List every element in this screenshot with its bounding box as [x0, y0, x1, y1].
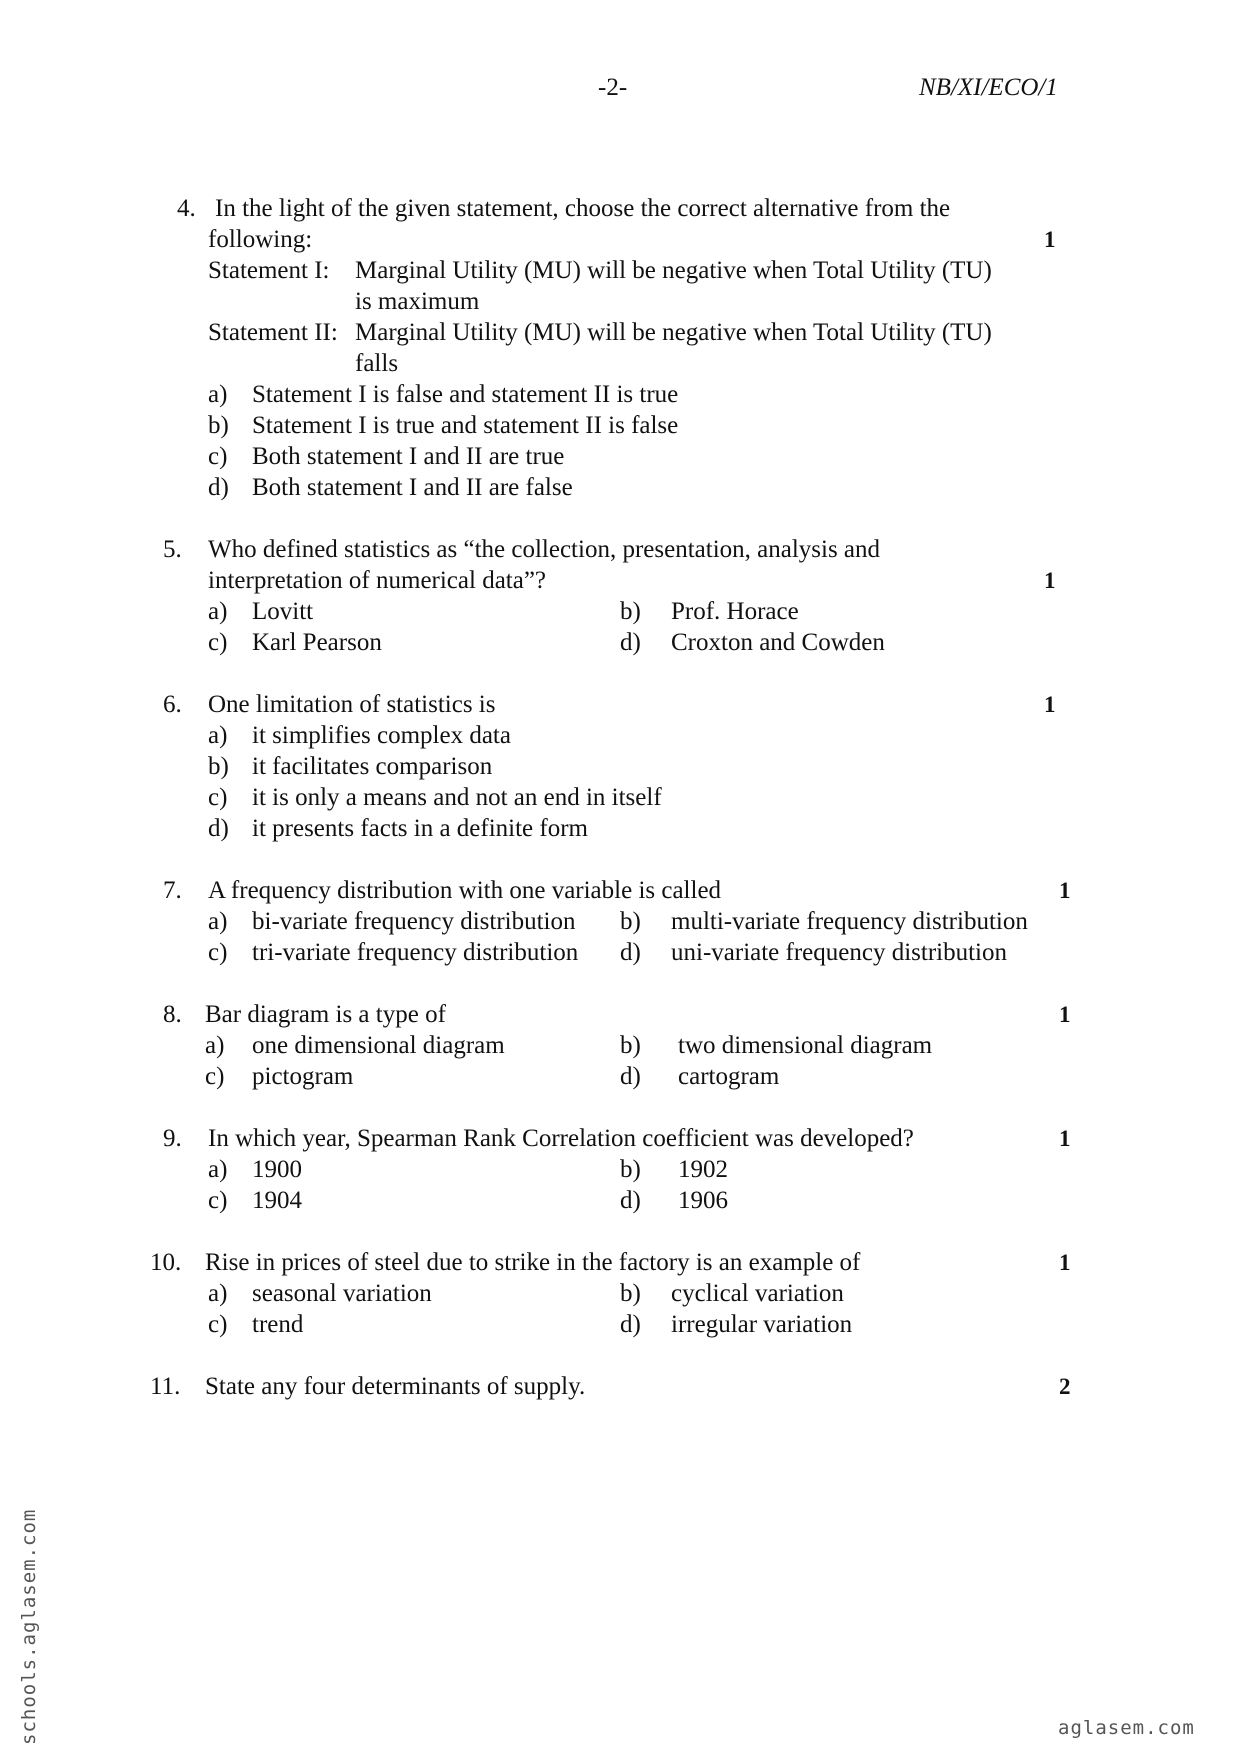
- question-text: State any four determinants of supply.: [205, 1373, 586, 1400]
- option-text: seasonal variation: [252, 1280, 432, 1307]
- corner-watermark: aglasem.com: [1058, 1717, 1195, 1739]
- option-label: d): [208, 815, 229, 842]
- question-text: In the light of the given statement, choose the correct alternative from the: [215, 195, 951, 222]
- question-text: Bar diagram is a type of: [205, 1001, 446, 1028]
- statement-text: Marginal Utility (MU) will be negative when Total Utility (TU): [355, 319, 992, 346]
- option-label: c): [208, 1187, 228, 1214]
- statement-text: is maximum: [355, 288, 480, 315]
- option-text: Statement I is true and statement II is false: [252, 412, 679, 439]
- option-label: a): [205, 1032, 225, 1059]
- question-number: 5.: [163, 536, 182, 563]
- question-text: One limitation of statistics is: [208, 691, 496, 718]
- question-number: 4.: [177, 195, 196, 222]
- statement-text: Marginal Utility (MU) will be negative when Total Utility (TU): [355, 257, 992, 284]
- option-text: Karl Pearson: [252, 629, 382, 656]
- statement-text: falls: [355, 350, 399, 377]
- option-label: a): [208, 598, 228, 625]
- question-number: 7.: [163, 877, 182, 904]
- marks: 1: [1059, 1002, 1071, 1027]
- question-text: following:: [208, 226, 313, 253]
- marks: 1: [1044, 568, 1056, 593]
- question-number: 8.: [163, 1001, 182, 1028]
- option-text: 1900: [252, 1156, 302, 1183]
- option-text: Both statement I and II are true: [252, 443, 565, 470]
- question-text: Rise in prices of steel due to strike in the factory is an example of: [205, 1249, 861, 1276]
- question-text: interpretation of numerical data”?: [208, 567, 547, 594]
- option-label: c): [208, 784, 228, 811]
- option-text: trend: [252, 1311, 304, 1338]
- side-watermark: schools.aglasem.com: [18, 1508, 40, 1745]
- option-text: multi-variate frequency distribution: [671, 908, 1028, 935]
- option-text: Statement I is false and statement II is true: [252, 381, 679, 408]
- option-label: a): [208, 1280, 228, 1307]
- option-text: it presents facts in a definite form: [252, 815, 588, 842]
- marks: 1: [1059, 1126, 1071, 1151]
- paper-code: NB/XI/ECO/1: [919, 74, 1058, 101]
- option-label: d): [620, 1063, 641, 1090]
- option-text: uni-variate frequency distribution: [671, 939, 1007, 966]
- statement-label: Statement I:: [208, 257, 330, 284]
- option-label: d): [620, 1187, 641, 1214]
- option-text: 1906: [678, 1187, 728, 1214]
- question-text: In which year, Spearman Rank Correlation coefficient was developed?: [208, 1125, 914, 1152]
- statement-label: Statement II:: [208, 319, 338, 346]
- marks: 1: [1044, 227, 1056, 252]
- marks: 2: [1059, 1374, 1071, 1399]
- option-label: b): [620, 1280, 641, 1307]
- option-text: Both statement I and II are false: [252, 474, 573, 501]
- option-label: c): [208, 1311, 228, 1338]
- option-text: Croxton and Cowden: [671, 629, 885, 656]
- question-number: 6.: [163, 691, 182, 718]
- option-text: Prof. Horace: [671, 598, 799, 625]
- question-text: Who defined statistics as “the collection, presentation, analysis and: [208, 536, 881, 563]
- option-label: d): [620, 1311, 641, 1338]
- option-text: 1902: [678, 1156, 728, 1183]
- page-number: -2-: [598, 74, 628, 101]
- option-label: a): [208, 1156, 228, 1183]
- option-text: it is only a means and not an end in itself: [252, 784, 662, 811]
- option-text: pictogram: [252, 1063, 354, 1090]
- option-text: tri-variate frequency distribution: [252, 939, 579, 966]
- marks: 1: [1044, 692, 1056, 717]
- option-text: Lovitt: [252, 598, 314, 625]
- option-label: a): [208, 908, 228, 935]
- option-label: b): [208, 753, 229, 780]
- option-text: 1904: [252, 1187, 302, 1214]
- option-text: it simplifies complex data: [252, 722, 511, 749]
- option-text: one dimensional diagram: [252, 1032, 505, 1059]
- option-text: it facilitates comparison: [252, 753, 493, 780]
- marks: 1: [1059, 1250, 1071, 1275]
- option-label: a): [208, 722, 228, 749]
- option-text: two dimensional diagram: [678, 1032, 933, 1059]
- question-number: 11.: [150, 1373, 181, 1400]
- option-label: c): [208, 629, 228, 656]
- question-text: A frequency distribution with one variable is called: [208, 877, 722, 904]
- option-label: d): [620, 629, 641, 656]
- marks: 1: [1059, 878, 1071, 903]
- option-label: d): [620, 939, 641, 966]
- option-label: c): [205, 1063, 225, 1090]
- option-label: b): [620, 1032, 641, 1059]
- option-label: a): [208, 381, 228, 408]
- option-text: cyclical variation: [671, 1280, 844, 1307]
- option-label: b): [208, 412, 229, 439]
- option-text: cartogram: [678, 1063, 780, 1090]
- option-label: b): [620, 908, 641, 935]
- question-number: 10.: [150, 1249, 182, 1276]
- option-label: c): [208, 443, 228, 470]
- option-text: irregular variation: [671, 1311, 853, 1338]
- option-label: c): [208, 939, 228, 966]
- option-text: bi-variate frequency distribution: [252, 908, 576, 935]
- option-label: d): [208, 474, 229, 501]
- option-label: b): [620, 1156, 641, 1183]
- question-number: 9.: [163, 1125, 182, 1152]
- option-label: b): [620, 598, 641, 625]
